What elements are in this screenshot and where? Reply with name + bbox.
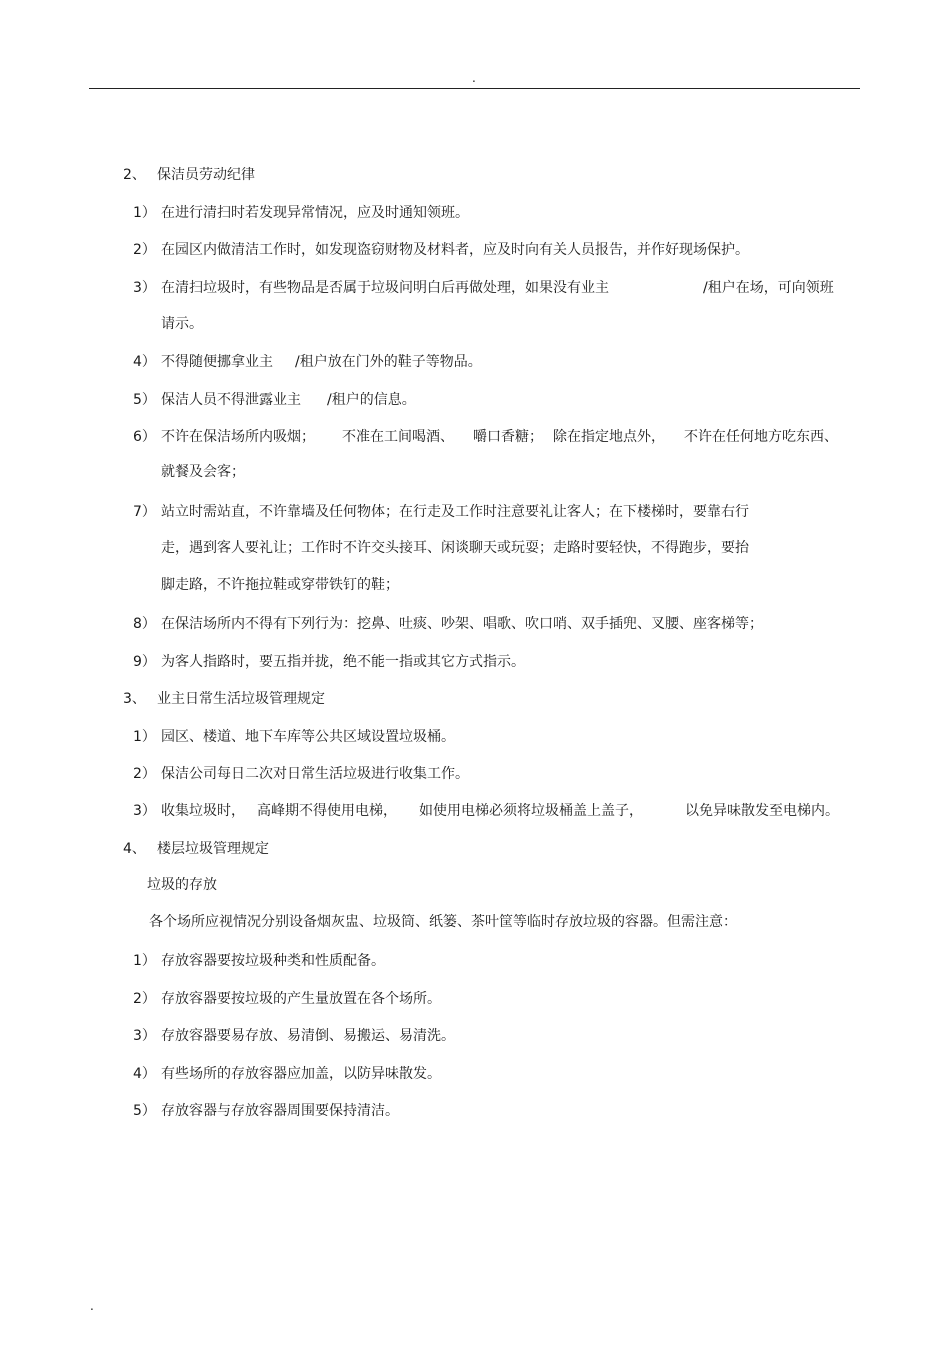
item-number: 5） bbox=[133, 392, 156, 408]
item-number: 4） bbox=[133, 1066, 156, 1082]
item-text: 保洁公司每日二次对日常生活垃圾进行收集工作。 bbox=[161, 766, 469, 782]
subsection-title: 垃圾的存放 bbox=[147, 877, 217, 893]
item-number: 3） bbox=[133, 280, 156, 296]
item-text: 有些场所的存放容器应加盖，以防异味散发。 bbox=[161, 1066, 441, 1082]
item-number: 5） bbox=[133, 1103, 156, 1119]
item-text: 存放容器与存放容器周围要保持清洁。 bbox=[161, 1103, 399, 1119]
list-item bbox=[133, 764, 469, 784]
list-item bbox=[133, 951, 385, 971]
list-item bbox=[133, 614, 763, 634]
list-item bbox=[133, 1064, 441, 1084]
section-heading bbox=[123, 165, 255, 185]
list-item bbox=[133, 989, 441, 1009]
list-item bbox=[133, 278, 834, 298]
section-title: 保洁员劳动纪律 bbox=[157, 167, 255, 183]
list-item bbox=[133, 652, 525, 672]
item-text: 园区、楼道、地下车库等公共区域设置垃圾桶。 bbox=[161, 729, 455, 745]
item-number: 2） bbox=[133, 242, 156, 258]
item-number: 6） bbox=[133, 429, 156, 445]
item-number: 3） bbox=[133, 803, 156, 819]
item-text: 不许在任何地方吃东西、 bbox=[684, 429, 838, 445]
section-number: 2、 bbox=[123, 167, 146, 183]
section-title: 楼层垃圾管理规定 bbox=[157, 841, 269, 857]
item-text: 在保洁场所内不得有下列行为：挖鼻、吐痰、吵架、唱歌、吹口哨、双手插兜、叉腰、座客梯等； bbox=[161, 616, 763, 632]
item-text: 保洁人员不得泄露业主 bbox=[161, 392, 301, 408]
item-text: 不得随便挪拿业主 bbox=[161, 354, 273, 370]
section-heading bbox=[123, 689, 325, 709]
item-number: 2） bbox=[133, 766, 156, 782]
item-number: 1） bbox=[133, 729, 156, 745]
item-number: 2） bbox=[133, 991, 156, 1007]
item-text: 以免异味散发至电梯内。 bbox=[685, 803, 839, 819]
item-text: 高峰期不得使用电梯， bbox=[257, 803, 397, 819]
item-number: 1） bbox=[133, 205, 156, 221]
list-item bbox=[133, 203, 469, 223]
item-text: 存放容器要易存放、易清倒、易搬运、易清洗。 bbox=[161, 1028, 455, 1044]
list-item bbox=[133, 727, 455, 747]
item-text: /租户在场，可向领班 bbox=[703, 280, 834, 296]
item-continuation: 请示。 bbox=[161, 316, 203, 332]
item-continuation: 就餐及会客； bbox=[161, 464, 245, 480]
item-continuation: 走，遇到客人要礼让；工作时不许交头接耳、闲谈聊天或玩耍；走路时要轻快，不得跑步，要抬 bbox=[161, 540, 749, 556]
header-rule bbox=[89, 88, 860, 89]
item-text: 为客人指路时，要五指并拢，绝不能一指或其它方式指示。 bbox=[161, 654, 525, 670]
list-item bbox=[133, 390, 416, 410]
section-heading bbox=[123, 839, 269, 859]
item-number: 4） bbox=[133, 354, 156, 370]
item-text: 存放容器要按垃圾的产生量放置在各个场所。 bbox=[161, 991, 441, 1007]
item-text: /租户放在门外的鞋子等物品。 bbox=[295, 354, 482, 370]
item-text: 在园区内做清洁工作时，如发现盗窃财物及材料者，应及时向有关人员报告，并作好现场保护。 bbox=[161, 242, 749, 258]
item-text: 收集垃圾时， bbox=[161, 803, 245, 819]
list-item bbox=[133, 427, 838, 447]
item-number: 7） bbox=[133, 504, 156, 520]
list-item bbox=[133, 1026, 455, 1046]
item-text: 在清扫垃圾时，有些物品是否属于垃圾问明白后再做处理，如果没有业主 bbox=[161, 280, 609, 296]
item-text: 如使用电梯必须将垃圾桶盖上盖子， bbox=[419, 803, 643, 819]
item-number: 9） bbox=[133, 654, 156, 670]
list-item bbox=[133, 352, 482, 372]
list-item bbox=[133, 801, 839, 821]
item-text: 不许在保洁场所内吸烟； bbox=[161, 429, 315, 445]
section-number: 3、 bbox=[123, 691, 146, 707]
item-text: 除在指定地点外， bbox=[553, 429, 665, 445]
footer-dot: . bbox=[90, 1299, 94, 1313]
item-text: 站立时需站直，不许靠墙及任何物体；在行走及工作时注意要礼让客人；在下楼梯时，要靠右行 bbox=[161, 504, 749, 520]
item-text: 存放容器要按垃圾种类和性质配备。 bbox=[161, 953, 385, 969]
item-text: 不准在工间喝酒、 bbox=[342, 429, 454, 445]
item-number: 3） bbox=[133, 1028, 156, 1044]
item-number: 8） bbox=[133, 616, 156, 632]
header-dot: . bbox=[472, 71, 476, 85]
item-text: /租户的信息。 bbox=[327, 392, 416, 408]
item-text: 在进行清扫时若发现异常情况，应及时通知领班。 bbox=[161, 205, 469, 221]
intro-paragraph: 各个场所应视情况分别设备烟灰盅、垃圾筒、纸篓、茶叶筐等临时存放垃圾的容器。但需注意： bbox=[149, 914, 737, 930]
item-text: 嚼口香糖； bbox=[473, 429, 543, 445]
item-number: 1） bbox=[133, 953, 156, 969]
list-item bbox=[133, 240, 749, 260]
list-item bbox=[133, 502, 749, 522]
item-continuation: 脚走路，不许拖拉鞋或穿带铁钉的鞋； bbox=[161, 577, 399, 593]
section-title: 业主日常生活垃圾管理规定 bbox=[157, 691, 325, 707]
section-number: 4、 bbox=[123, 841, 146, 857]
list-item bbox=[133, 1101, 399, 1121]
